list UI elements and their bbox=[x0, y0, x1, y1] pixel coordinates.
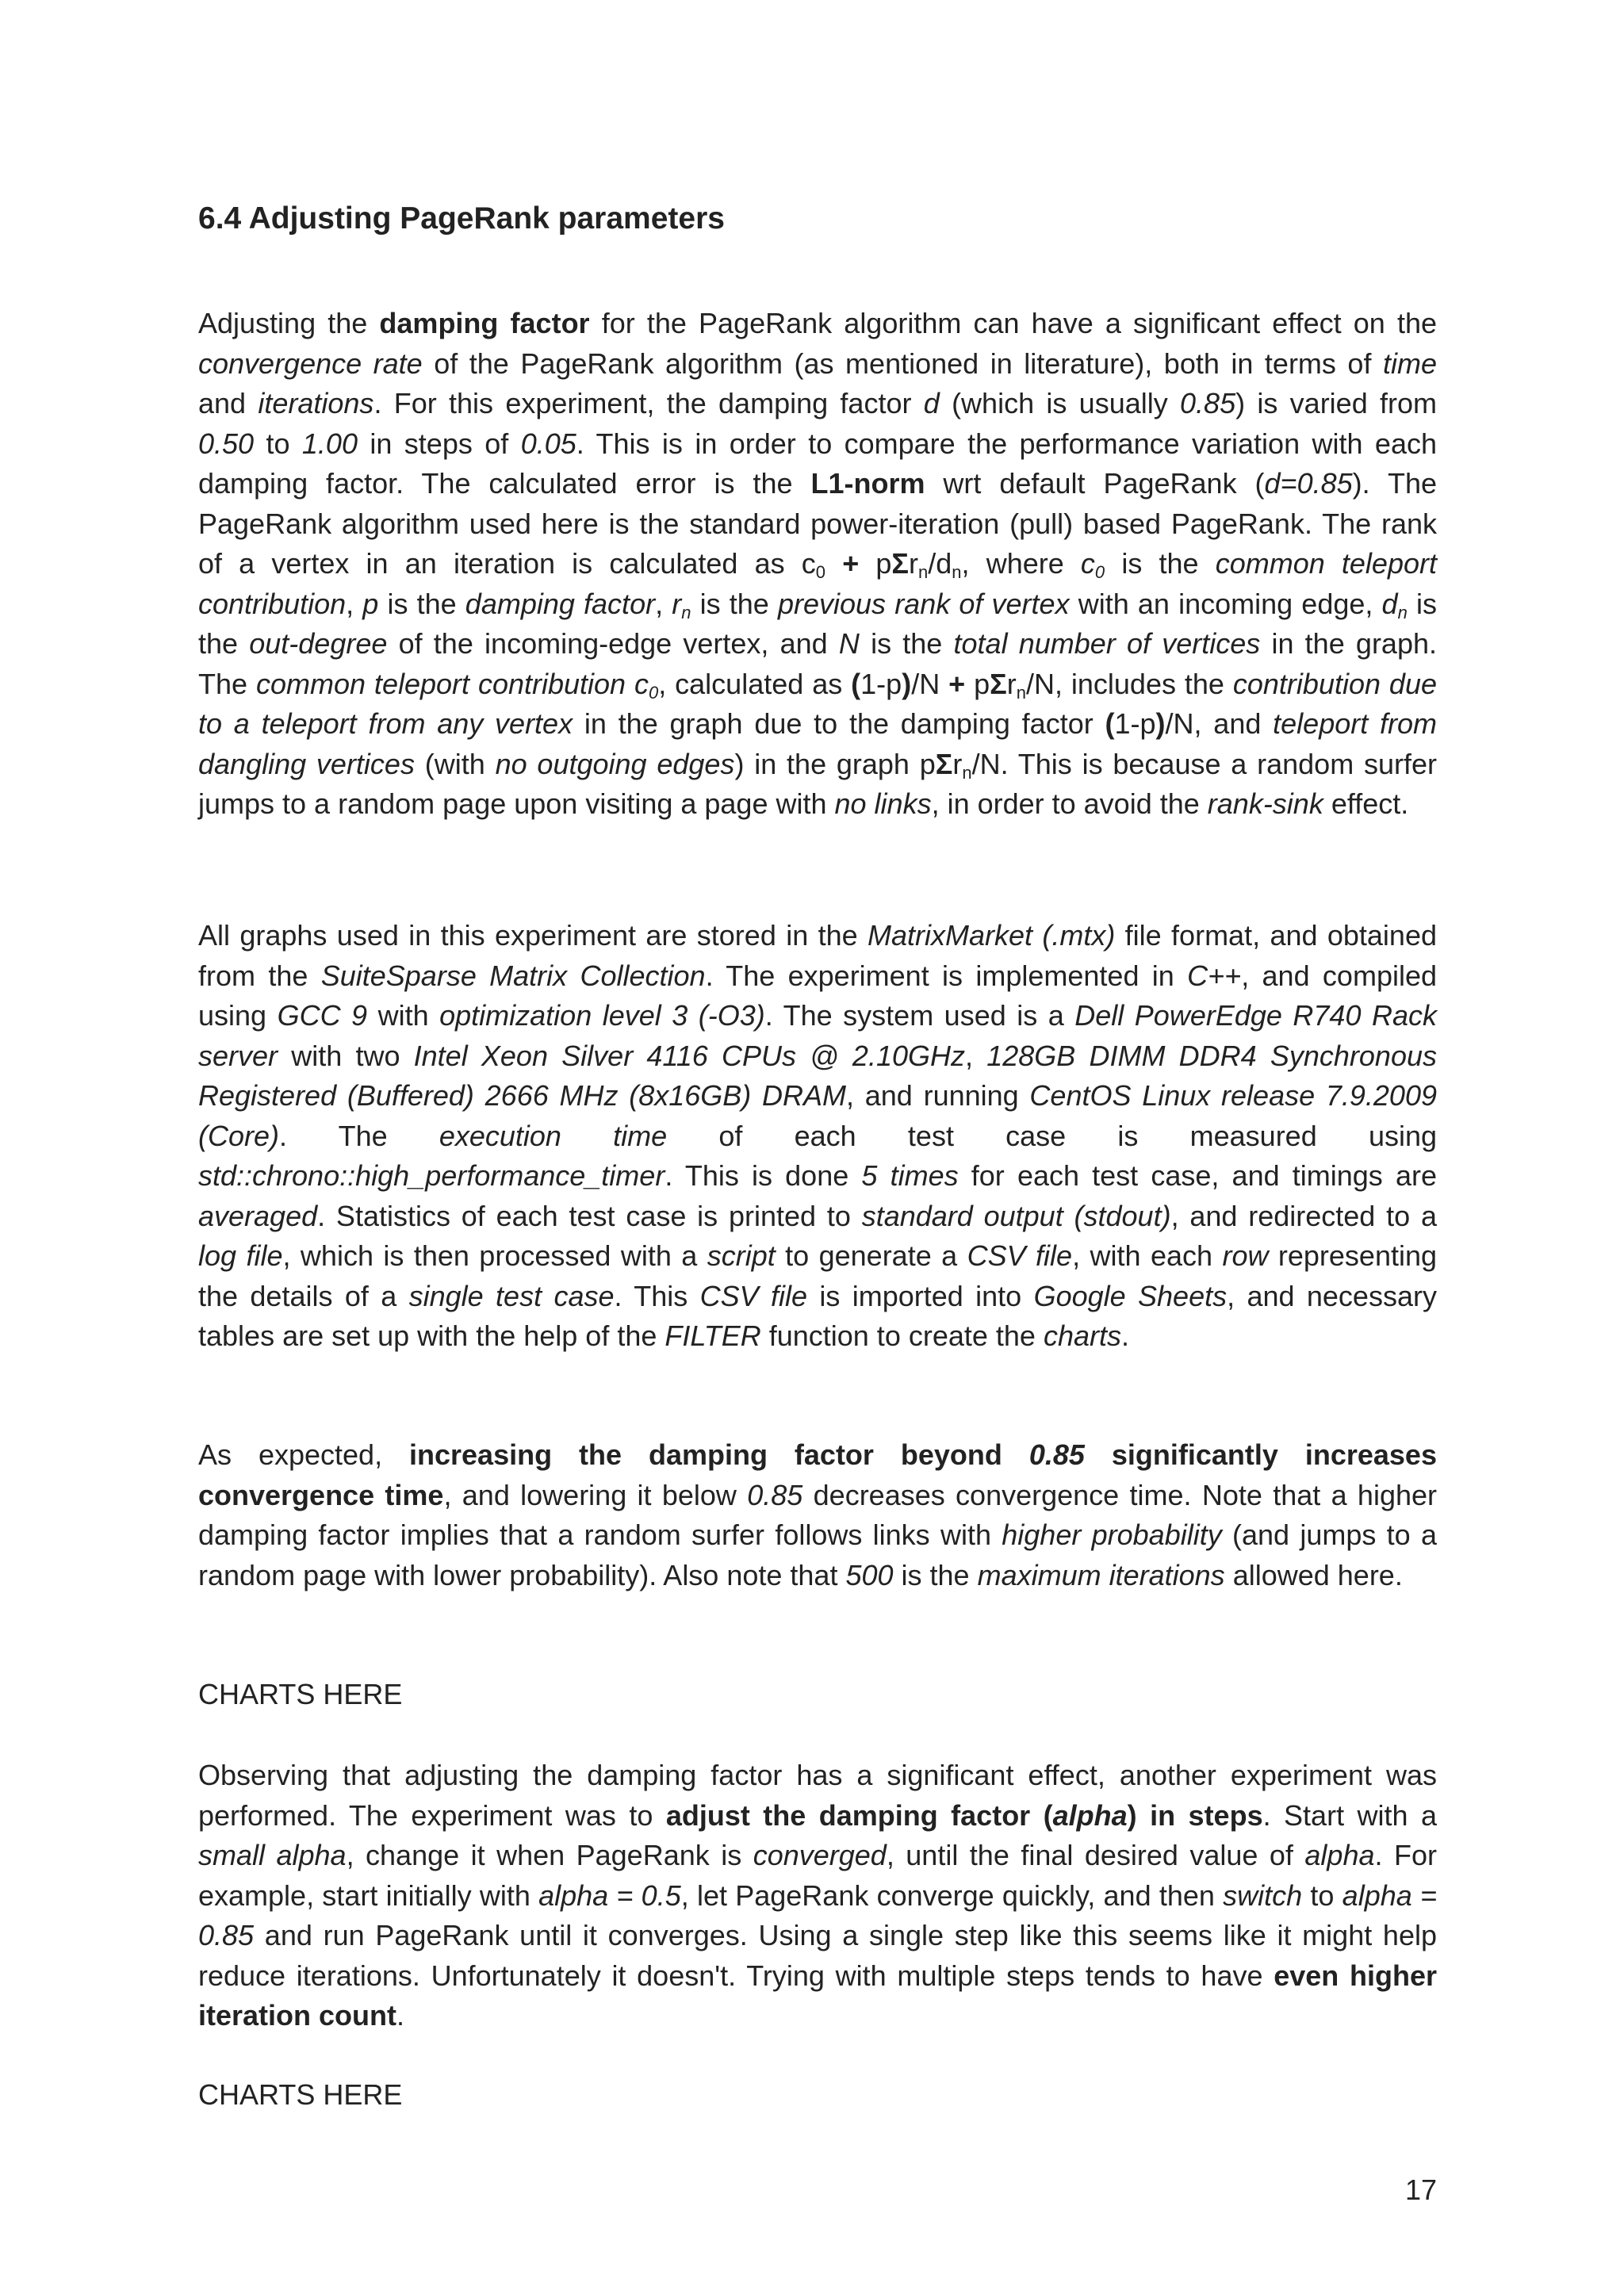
paragraph-results: As expected, increasing the damping factor beyond 0.85 significantly increases convergence time, and lowering it below 0.85 decreases convergence time. Note that a higher damping factor implies that a random surfer follows links with higher probability (and jumps to a random page with lower probability). Also note that 500 is the maximum iterations allowed here. bbox=[198, 1438, 1437, 1591]
charts-placeholder: CHARTS HERE bbox=[198, 1678, 403, 1710]
paragraph-experiment-setup: All graphs used in this experiment are stored in the MatrixMarket (.mtx) file format, and obtained from the SuiteSparse Matrix Collection. The experiment is implemented in C++, and compiled using GCC 9 with optimization level 3 (-O3). The system used is a Dell PowerEdge R740 Rack server with two Intel Xeon Silver 4116 CPUs @ 2.10GHz, 128GB DIMM DDR4 Synchronous Registered (Buffered) 2666 MHz (8x16GB) DRAM, and running CentOS Linux release 7.9.2009 (Core). The execution time of each test case is measured using std::chrono::high_performance_timer. This is done 5 times for each test case, and timings are averaged. Statistics of each test case is printed to standard output (stdout), and redirected to a log file, which is then processed with a script to generate a CSV file, with each row representing the details of a single test case. This CSV file is imported into Google Sheets, and necessary tables are set up with the help of the FILTER function to create the charts. bbox=[198, 919, 1438, 1352]
section-heading: 6.4 Adjusting PageRank parameters bbox=[198, 201, 725, 236]
charts-placeholder: CHARTS HERE bbox=[198, 2078, 403, 2111]
paragraph-damping-factor-intro: Adjusting the damping factor for the PageRank algorithm can have a significant effect on the convergence rate of the PageRank algorithm (as mentioned in literature), both in terms of time and iterations. For this experiment, the damping factor d (which is usually 0.85) is varied from 0.50 to 1.00 in steps of 0.05. This is in order to compare the performance variation with each damping factor. The calculated error is the L1-norm wrt default PageRank (d=0.85). The PageRank algorithm used here is the standard power-iteration (pull) based PageRank. The rank of a vertex in an iteration is calculated as $c_0 + p\Sigma r_n/d_n$, where $c_0$ is the common teleport contribution, p is the damping factor, $r_n$ is the previous rank of vertex with an incoming edge, $d_n$ is the out-degree of the incoming-edge vertex, and N is the total number of vertices in the graph. The common teleport contribution $c_0$, calculated as (1-p)/N + pΣr$_n$/N, includes the contribution due to a teleport from any vertex in the graph due to the damping factor (1-p)/N, and teleport from dangling vertices (with no outgoing edges) in the graph pΣr$_n$/N. This is because a random surfer jumps to a random page upon visiting a page with no links, in order to avoid the rank-sink effect. bbox=[198, 307, 1438, 820]
paragraph-stepped-alpha: Observing that adjusting the damping factor has a significant effect, another experiment was performed. The experiment was to adjust the damping factor (alpha) in steps. Start with a small alpha, change it when PageRank is converged, until the final desired value of alpha. For example, start initially with alpha = 0.5, let PageRank converge quickly, and then switch to alpha = 0.85 and run PageRank until it converges. Using a single step like this seems like it might help reduce iterations. Unfortunately it doesn't. Trying with multiple steps tends to have even higher iteration count. bbox=[198, 1759, 1438, 2032]
page-number: 17 bbox=[1404, 2173, 1437, 2206]
